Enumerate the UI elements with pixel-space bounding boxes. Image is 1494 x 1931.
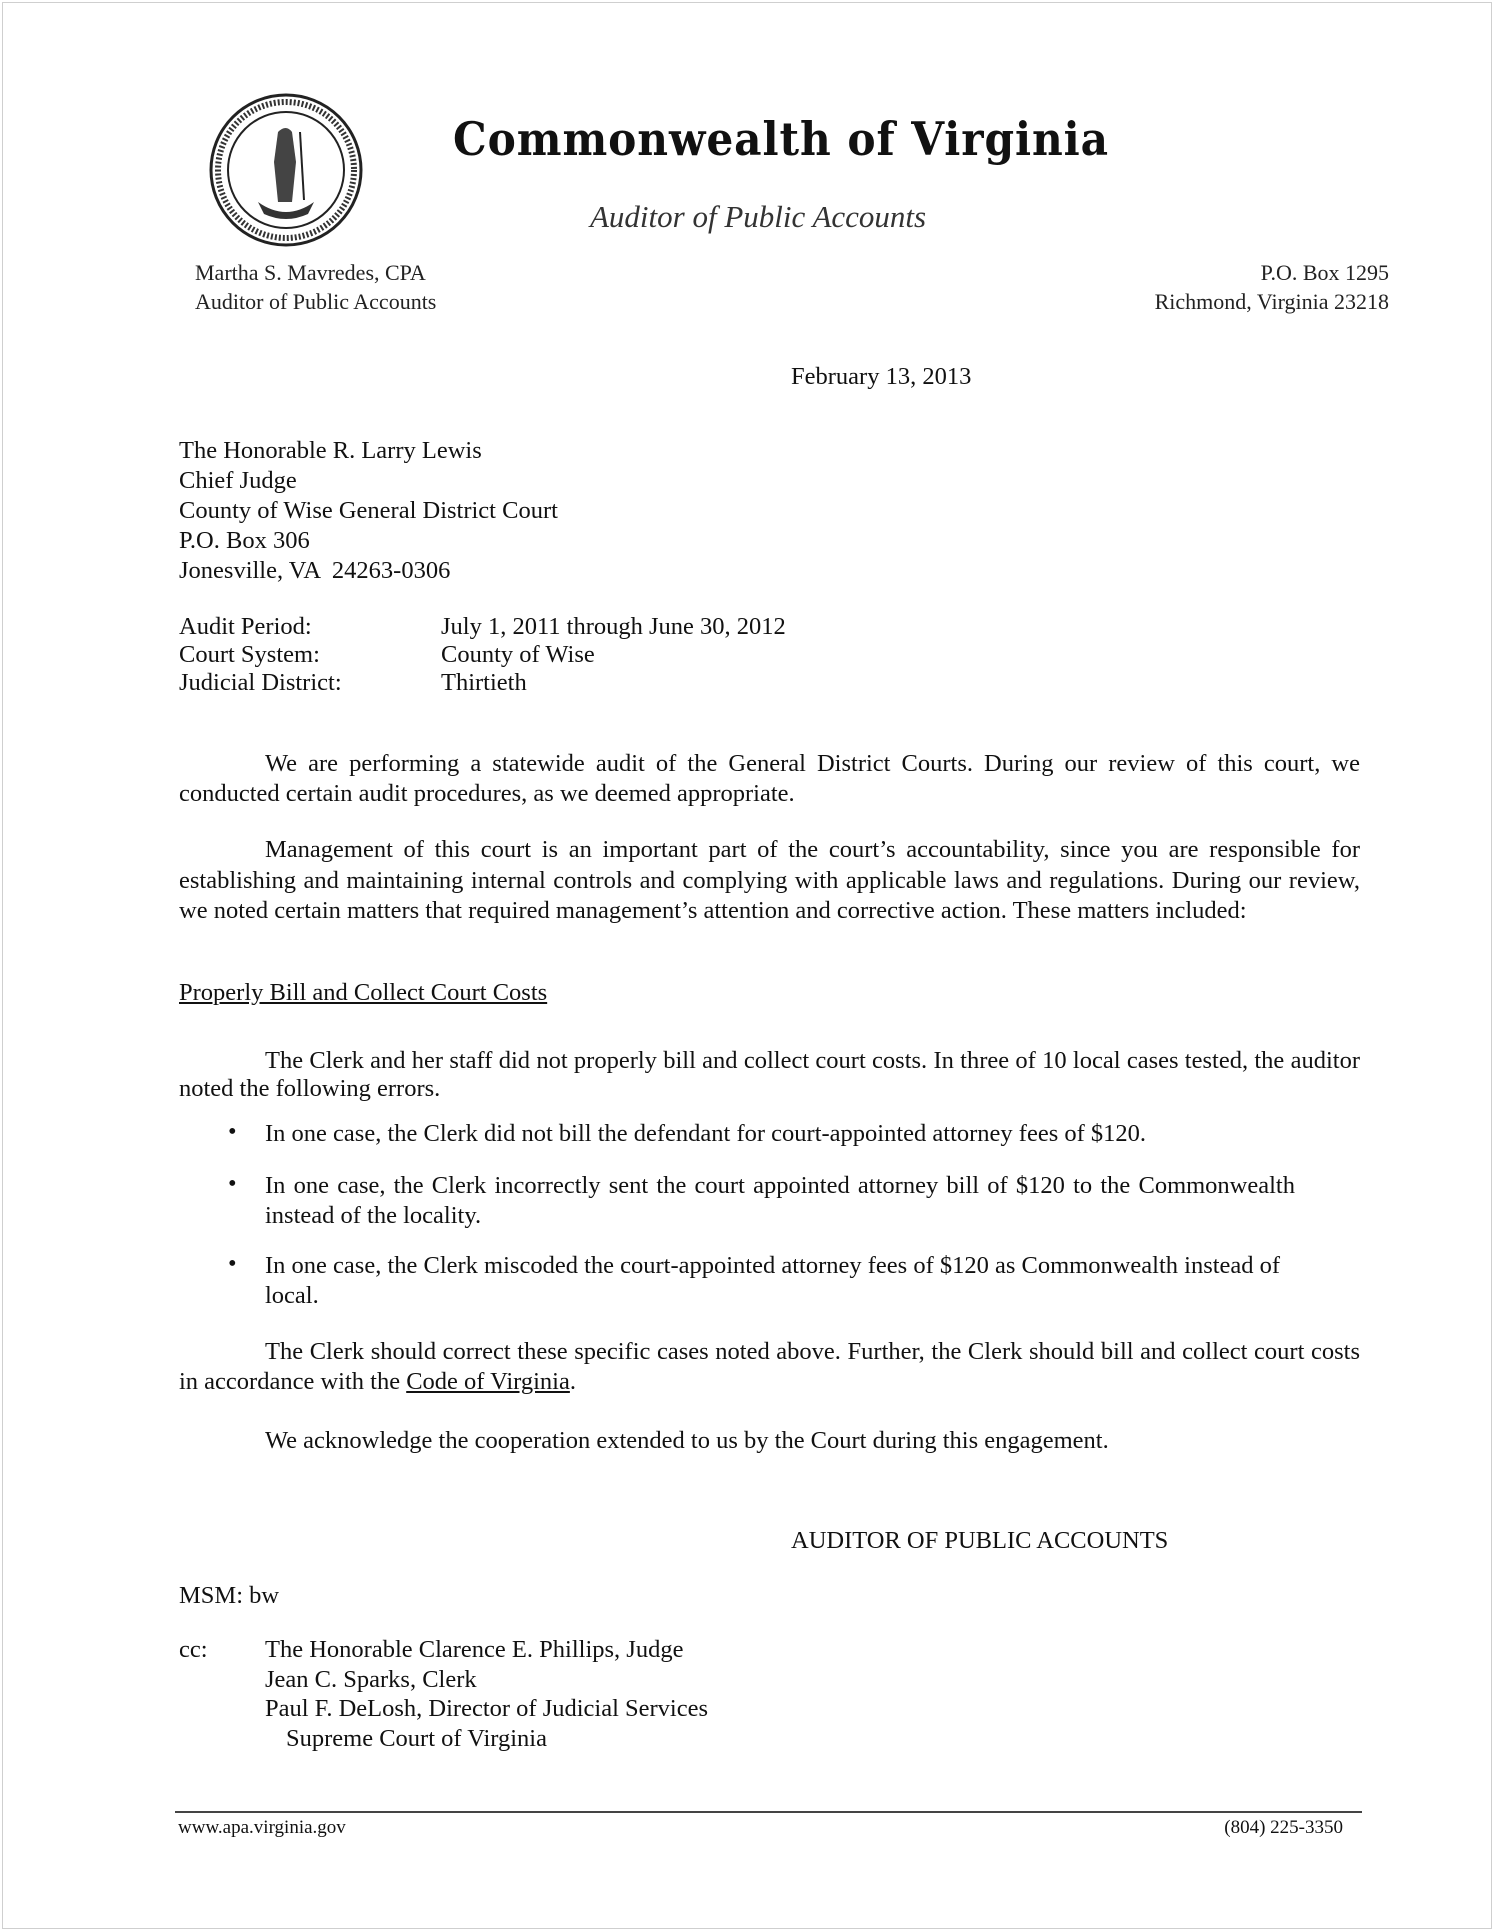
cc-label: cc:: [179, 1636, 208, 1663]
bullet-item: In one case, the Clerk did not bill the defendant for court-appointed attorney fees of $120.: [265, 1120, 1147, 1147]
detail-label: Audit Period:: [179, 613, 312, 640]
detail-value: July 1, 2011 through June 30, 2012: [441, 613, 786, 640]
letterhead-title: Commonwealth of Virginia: [453, 112, 1110, 166]
finding-heading: Properly Bill and Collect Court Costs: [179, 979, 548, 1006]
footer-divider: [175, 1811, 1362, 1813]
virginia-seal-logo: [208, 92, 364, 248]
audit-details: [179, 613, 786, 697]
paragraph-1: [179, 749, 1360, 809]
recipient-line: Jonesville, VA 24263-0306: [179, 557, 451, 584]
cc-line: Supreme Court of Virginia: [286, 1724, 547, 1752]
footer-phone: (804) 225-3350: [1224, 1817, 1343, 1838]
bullet-item: In one case, the Clerk miscoded the court-appointed attorney fees of $120 as Commonwealth instead of local.: [265, 1252, 1281, 1309]
recipient-line: County of Wise General District Court: [179, 497, 558, 524]
paragraph-text: The Clerk should correct these specific cases noted above. Further, the Clerk should bill and collect court costs in accordance with the: [179, 1338, 1360, 1395]
sender-title: Auditor of Public Accounts: [195, 289, 437, 314]
detail-label: Judicial District:: [179, 669, 342, 696]
paragraph-3: [179, 1047, 1360, 1103]
cc-line: The Honorable Clarence E. Phillips, Judge: [265, 1636, 684, 1663]
bullet-icon: •: [228, 1170, 237, 1197]
paragraph-5: [179, 1426, 1360, 1456]
paragraph-text: We are performing a statewide audit of the General District Courts. During our review of this court, we conducted certain audit procedures, as we deemed appropriate.: [179, 750, 1360, 807]
letter-date: February 13, 2013: [791, 363, 972, 390]
cc-line: Paul F. DeLosh, Director of Judicial Services: [265, 1695, 709, 1722]
bullet-icon: •: [228, 1250, 237, 1277]
detail-label: Court System:: [179, 641, 320, 668]
paragraph-2: [179, 835, 1360, 927]
initials: MSM: bw: [179, 1582, 280, 1609]
letterhead-subtitle: Auditor of Public Accounts: [590, 199, 927, 234]
bullet-icon: •: [228, 1118, 237, 1145]
paragraph-text: Management of this court is an important part of the court’s accountability, since you are responsible for establishing and maintaining internal controls and complying with applicable laws and regulations. During our review, we noted certain matters that required management’s attention and corrective action. These matters included:: [179, 836, 1360, 924]
paragraph-text: We acknowledge the cooperation extended to us by the Court during this engagement.: [265, 1427, 1109, 1454]
paragraph-4: [179, 1337, 1360, 1397]
recipient-line: The Honorable R. Larry Lewis: [179, 437, 482, 464]
paragraph-text: .: [569, 1368, 576, 1395]
recipient-line: P.O. Box 306: [179, 527, 310, 554]
recipient-line: Chief Judge: [179, 467, 297, 494]
sender-address-1: P.O. Box 1295: [1260, 260, 1389, 285]
paragraph-text: The Clerk and her staff did not properly bill and collect court costs. In three of 10 local cases tested, the auditor noted the following errors.: [179, 1047, 1360, 1102]
bullet-item: In one case, the Clerk incorrectly sent the court appointed attorney bill of $120 to the Commonwealth instead of the locality.: [265, 1172, 1295, 1229]
detail-value: Thirtieth: [441, 669, 527, 696]
cc-line: Jean C. Sparks, Clerk: [265, 1665, 477, 1693]
recipient-block: [179, 436, 558, 586]
sender-name: Martha S. Mavredes, CPA: [195, 260, 426, 285]
footer-website: www.apa.virginia.gov: [178, 1817, 346, 1838]
code-of-virginia-link: Code of Virginia: [406, 1368, 570, 1395]
signature-block: AUDITOR OF PUBLIC ACCOUNTS: [791, 1527, 1169, 1554]
cc-list: [265, 1635, 708, 1753]
detail-value: County of Wise: [441, 641, 595, 668]
sender-address-2: Richmond, Virginia 23218: [1154, 289, 1389, 314]
